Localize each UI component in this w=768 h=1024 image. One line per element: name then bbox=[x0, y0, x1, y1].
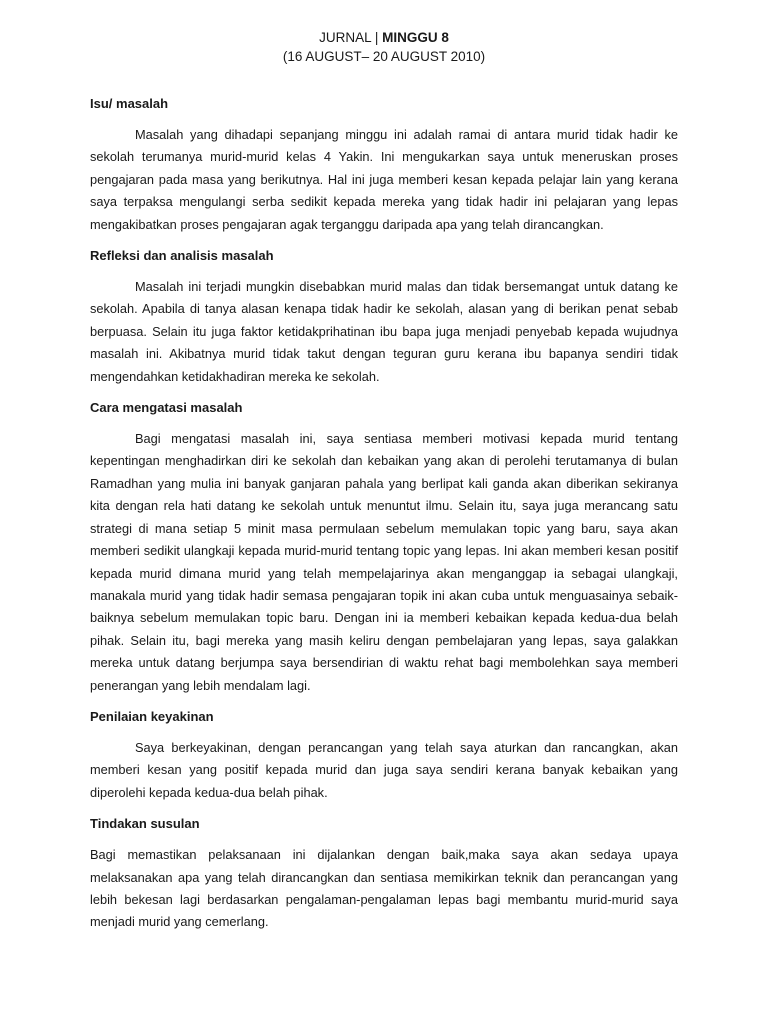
section-heading-cara: Cara mengatasi masalah bbox=[90, 400, 243, 416]
section-text-cara: Bagi mengatasi masalah ini, saya sentiasa memberi motivasi kepada murid tentang kepentingan menghadirkan diri ke sekolah dan kebaikan yang akan di perolehi terutamanya di bulan Ramadhan yang mulia ini banyak ganjaran pahala yang berlipat kali ganda akan diberikan sekiranya kita dengan rela hati datang ke sekolah untuk menuntut ilmu. Selain itu, saya juga merancang satu strategi di mana setiap 5 minit masa permulaan sebelum memulakan topic yang baru, saya akan memberi sedikit ulangkaji kepada murid-murid tentang topic yang lepas. Ini akan memberi kesan positif kepada murid dimana murid yang telah mempelajarinya akan menganggap ia sebagai ulangkaji, manakala murid yang tidak hadir semasa pengajaran topik ini akan cuba untuk menguasainya sebaik-baiknya sebelum memulakan topic baru. Dengan ini ia memberi kebaikan kepada kedua-dua belah pihak. Selain itu, bagi mereka yang masih keliru dengan pembelajaran yang lepas, saya galakkan mereka untuk datang berjumpa saya bersendirian di waktu rehat bagi membolehkan saya memberi penerangan yang lebih mendalam lagi. bbox=[90, 431, 678, 693]
section-heading-isu: Isu/ masalah bbox=[90, 96, 169, 111]
section-text-refleksi: Masalah ini terjadi mungkin disebabkan murid malas dan tidak bersemangat untuk datang ke sekolah. Apabila di tanya alasan kenapa tidak hadir ke sekolah, alasan yang di berikan penat sebab berpuasa. Selain itu juga faktor ketidakprihatinan ibu bapa juga menjadi penyebab kepada wujudnya masalah ini. Akibatnya murid tidak takut dengan teguran guru kerana ibu bapanya sendiri tidak mengendahkan ketidakhadiran mereka ke sekolah. bbox=[90, 279, 678, 384]
section-heading-tindakan: Tindakan susulan bbox=[90, 816, 200, 832]
journal-week: MINGGU 8 bbox=[382, 30, 449, 45]
section-heading-penilaian: Penilaian keyakinan bbox=[90, 708, 214, 724]
journal-header bbox=[90, 28, 678, 66]
section-text-penilaian: Saya berkeyakinan, dengan perancangan yang telah saya aturkan dan rancangkan, akan memberi kesan yang positif kepada murid dan juga saya sendiri kerana banyak kebaikan yang diperolehi kepada kedua-dua belah pihak. bbox=[90, 739, 678, 800]
journal-date-range: (16 AUGUST– 20 AUGUST 2010) bbox=[282, 49, 486, 64]
section-text-tindakan: Bagi memastikan pelaksanaan ini dijalankan dengan baik,maka saya akan sedaya upaya melaksanakan apa yang telah dirancangkan dan sentiasa memikirkan teknik dan perancangan yang lebih bekesan lagi berdasarkan pengalaman-pengalaman lepas bagi membantu murid-murid saya menjadi murid yang cemerlang. bbox=[90, 847, 678, 930]
section-heading-refleksi: Refleksi dan analisis masalah bbox=[90, 248, 274, 264]
journal-title-prefix: JURNAL | bbox=[319, 30, 383, 45]
section-text-isu: Masalah yang dihadapi sepanjang minggu ini adalah ramai di antara murid tidak hadir ke sekolah terumanya murid-murid kelas 4 Yakin. Ini mengukarkan saya untuk meneruskan proses pengajaran pada masa yang berikutnya. Hal ini juga memberi kesan kepada pelajar lain yang kerana saya terpaksa mengulangi serba sedikit kepada mereka yang tidak hadir ini pelajaran yang lepas mengakibatkan proses pengajaran agak terganggu daripada apa yang telah dirancangkan. bbox=[90, 127, 678, 232]
journal-title bbox=[90, 28, 678, 47]
